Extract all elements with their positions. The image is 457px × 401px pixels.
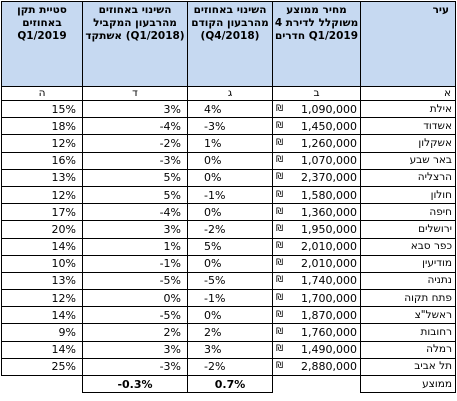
change-parallel-quarter-cell: 3% <box>83 221 188 238</box>
city-cell: פתח תקוה <box>361 290 456 307</box>
table-row <box>2 290 456 307</box>
change-parallel-quarter-cell: -3% <box>83 358 188 375</box>
change-parallel-quarter-cell: 3% <box>83 341 188 358</box>
table-row <box>2 324 456 341</box>
price-cell <box>273 186 361 203</box>
header-change-parallel-quarter: השינוי באחוזים מהרבעון המקביל אשתקד (Q1/2018) <box>83 2 188 87</box>
city-cell: נתניה <box>361 272 456 289</box>
average-change-parallel-quarter: -0.3% <box>83 376 188 393</box>
shekel-icon: ₪ <box>276 155 284 166</box>
shekel-icon: ₪ <box>276 223 284 234</box>
header-price: מחיר ממוצע משוקלל לדירת 4 חדרים Q1/2019 <box>273 2 361 87</box>
price-value: 1,090,000 <box>301 102 357 116</box>
price-value: 2,880,000 <box>301 360 357 374</box>
price-value: 2,010,000 <box>301 257 357 271</box>
table-row <box>2 307 456 324</box>
change-previous-quarter-cell: 0% <box>188 152 273 169</box>
price-value: 1,740,000 <box>301 274 357 288</box>
letter-deviation: ה <box>2 87 83 101</box>
price-value: 2,010,000 <box>301 240 357 254</box>
average-price-empty <box>273 376 361 393</box>
price-value: 2,370,000 <box>301 171 357 185</box>
deviation-cell: 16% <box>2 152 83 169</box>
change-previous-quarter-cell: -1% <box>188 290 273 307</box>
price-cell <box>273 324 361 341</box>
city-cell: כפר סבא <box>361 238 456 255</box>
change-previous-quarter-cell: -5% <box>188 272 273 289</box>
price-cell <box>273 341 361 358</box>
change-previous-quarter-cell: 1% <box>188 135 273 152</box>
change-parallel-quarter-cell: -1% <box>83 255 188 272</box>
shekel-icon: ₪ <box>276 327 284 338</box>
city-cell: רחובות <box>361 324 456 341</box>
price-cell <box>273 238 361 255</box>
table-row <box>2 118 456 135</box>
city-cell: מודיעין <box>361 255 456 272</box>
table-row <box>2 358 456 375</box>
table-row <box>2 204 456 221</box>
price-value: 1,070,000 <box>301 154 357 168</box>
deviation-cell: 12% <box>2 186 83 203</box>
deviation-cell: 12% <box>2 135 83 152</box>
price-value: 1,700,000 <box>301 291 357 305</box>
city-cell: ראשל"צ <box>361 307 456 324</box>
price-table <box>1 1 456 393</box>
deviation-cell: 20% <box>2 221 83 238</box>
deviation-cell: 15% <box>2 101 83 118</box>
city-cell: אשקלון <box>361 135 456 152</box>
deviation-cell: 9% <box>2 324 83 341</box>
price-cell <box>273 358 361 375</box>
price-cell <box>273 101 361 118</box>
city-cell: אשדוד <box>361 118 456 135</box>
change-parallel-quarter-cell: 3% <box>83 101 188 118</box>
price-value: 1,450,000 <box>301 119 357 133</box>
deviation-cell: 10% <box>2 255 83 272</box>
price-cell <box>273 272 361 289</box>
table-row <box>2 101 456 118</box>
change-previous-quarter-cell: 0% <box>188 169 273 186</box>
table-row <box>2 255 456 272</box>
change-previous-quarter-cell: 0% <box>188 255 273 272</box>
table-row <box>2 341 456 358</box>
price-cell <box>273 221 361 238</box>
deviation-cell: 17% <box>2 204 83 221</box>
shekel-icon: ₪ <box>276 206 284 217</box>
shekel-icon: ₪ <box>276 120 284 131</box>
change-parallel-quarter-cell: -4% <box>83 204 188 221</box>
header-city: עיר <box>361 2 456 87</box>
deviation-cell: 12% <box>2 290 83 307</box>
letter-row <box>2 87 456 101</box>
change-previous-quarter-cell: 0% <box>188 204 273 221</box>
deviation-cell: 25% <box>2 358 83 375</box>
table-row <box>2 238 456 255</box>
change-parallel-quarter-cell: -5% <box>83 272 188 289</box>
city-cell: רמלה <box>361 341 456 358</box>
city-cell: תל אביב <box>361 358 456 375</box>
shekel-icon: ₪ <box>276 137 284 148</box>
table-row <box>2 221 456 238</box>
letter-price: ב <box>273 87 361 101</box>
shekel-icon: ₪ <box>276 241 284 252</box>
letter-city: א <box>361 87 456 101</box>
table-row <box>2 169 456 186</box>
city-cell: חיפה <box>361 204 456 221</box>
table-row <box>2 152 456 169</box>
shekel-icon: ₪ <box>276 344 284 355</box>
shekel-icon: ₪ <box>276 258 284 269</box>
shekel-icon: ₪ <box>276 292 284 303</box>
change-parallel-quarter-cell: -3% <box>83 152 188 169</box>
shekel-icon: ₪ <box>276 172 284 183</box>
table-row <box>2 272 456 289</box>
price-cell <box>273 152 361 169</box>
price-cell <box>273 135 361 152</box>
city-cell: באר שבע <box>361 152 456 169</box>
change-previous-quarter-cell: -2% <box>188 221 273 238</box>
change-parallel-quarter-cell: -2% <box>83 135 188 152</box>
change-previous-quarter-cell: -2% <box>188 358 273 375</box>
header-change-previous-quarter: השינוי באחוזים מהרבעון הקודם (Q4/2018) <box>188 2 273 87</box>
city-cell: הרצליה <box>361 169 456 186</box>
price-value: 1,260,000 <box>301 136 357 150</box>
change-parallel-quarter-cell: -5% <box>83 307 188 324</box>
change-previous-quarter-cell: 5% <box>188 238 273 255</box>
deviation-cell: 14% <box>2 238 83 255</box>
deviation-cell: 14% <box>2 307 83 324</box>
table-row <box>2 135 456 152</box>
change-parallel-quarter-cell: 1% <box>83 238 188 255</box>
price-cell <box>273 204 361 221</box>
city-cell: חולון <box>361 186 456 203</box>
shekel-icon: ₪ <box>276 275 284 286</box>
price-value: 1,360,000 <box>301 205 357 219</box>
change-parallel-quarter-cell: -4% <box>83 118 188 135</box>
shekel-icon: ₪ <box>276 309 284 320</box>
average-label: ממוצע <box>361 376 456 393</box>
change-parallel-quarter-cell: 0% <box>83 290 188 307</box>
change-previous-quarter-cell: -1% <box>188 186 273 203</box>
price-cell <box>273 290 361 307</box>
change-previous-quarter-cell: 0% <box>188 307 273 324</box>
header-row <box>2 2 456 87</box>
price-value: 1,870,000 <box>301 308 357 322</box>
city-cell: אילת <box>361 101 456 118</box>
average-change-previous-quarter: 0.7% <box>188 376 273 393</box>
change-parallel-quarter-cell: 5% <box>83 169 188 186</box>
price-cell <box>273 118 361 135</box>
table-row <box>2 186 456 203</box>
price-value: 1,580,000 <box>301 188 357 202</box>
change-parallel-quarter-cell: 2% <box>83 324 188 341</box>
deviation-cell: 14% <box>2 341 83 358</box>
city-cell: ירושלים <box>361 221 456 238</box>
price-cell <box>273 307 361 324</box>
average-deviation-empty <box>2 376 83 393</box>
header-deviation: סטיית תקן באחוזים Q1/2019 <box>2 2 83 87</box>
price-value: 1,760,000 <box>301 326 357 340</box>
average-row <box>2 376 456 393</box>
deviation-cell: 13% <box>2 169 83 186</box>
price-value: 1,490,000 <box>301 343 357 357</box>
letter-change-parallel-quarter: ד <box>83 87 188 101</box>
price-cell <box>273 169 361 186</box>
change-previous-quarter-cell: -3% <box>188 118 273 135</box>
change-previous-quarter-cell: 2% <box>188 324 273 341</box>
shekel-icon: ₪ <box>276 189 284 200</box>
change-previous-quarter-cell: 3% <box>188 341 273 358</box>
price-value: 1,950,000 <box>301 222 357 236</box>
change-parallel-quarter-cell: 5% <box>83 186 188 203</box>
deviation-cell: 18% <box>2 118 83 135</box>
letter-change-previous-quarter: ג <box>188 87 273 101</box>
shekel-icon: ₪ <box>276 361 284 372</box>
shekel-icon: ₪ <box>276 103 284 114</box>
change-previous-quarter-cell: 4% <box>188 101 273 118</box>
price-cell <box>273 255 361 272</box>
deviation-cell: 13% <box>2 272 83 289</box>
